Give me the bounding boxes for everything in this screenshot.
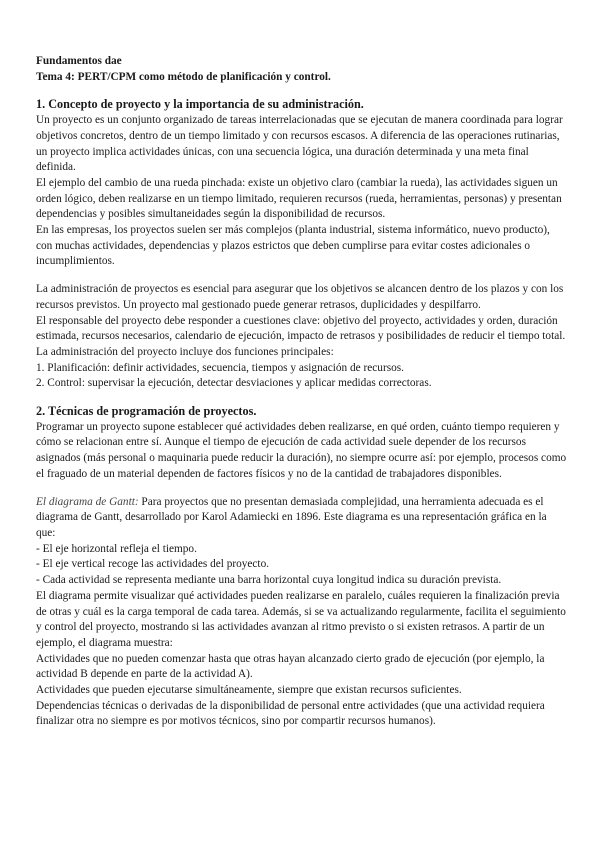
doc-title: Tema 4: PERT/CPM como método de planificación y control. [36,70,331,83]
section2-paragraph-4: Actividades que pueden ejecutarse simultáneamente, siempre que existan recursos suficientes. [36,684,462,697]
section1-paragraph-4: La administración de proyectos es esencial para asegurar que los objetivos se alcancen dentro de los plazos y con los recursos previstos. Un proyecto mal gestionado puede generar retrasos, duplicidades y despilfarro. [36,283,564,311]
spacer [36,85,568,97]
gantt-lead: El diagrama de Gantt: [36,495,139,508]
gantt-bullet-2: - El eje vertical recoge las actividades del proyecto. [36,558,270,571]
section1-list-item-1: 1. Planificación: definir actividades, secuencia, tiempos y asignación de recursos. [36,361,404,374]
section1-list-item-2: 2. Control: supervisar la ejecución, detectar desviaciones y aplicar medidas correctoras. [36,377,432,390]
section1-paragraph-2: El ejemplo del cambio de una rueda pinchada: existe un objetivo claro (cambiar la rueda), las actividades siguen un orden lógico, deben realizarse en un tiempo limitado, requieren recursos (rueda, herramientas, personas) y presentan dependencias y posibles simultaneidades según la disponibilidad de recursos. [36,176,562,221]
gantt-paragraph [36,495,568,542]
section2-paragraph-1: Programar un proyecto supone establecer qué actividades deben realizarse, en qué orden, cuánto tiempo requieren y cómo se relacionan entre sí. Aunque el tiempo de ejecución de cada actividad suele depender de los recursos asignados (más personal o maquinaria puede reducir la duración), no siempre ocurre así: por ejemplo, procesos como el fraguado de un material dependen de factores físicos y no de la cantidad de trabajadores disponibles. [36,420,567,480]
gantt-bullet-3: - Cada actividad se representa mediante una barra horizontal cuya longitud indica su duración prevista. [36,574,502,587]
spacer [36,270,568,282]
section2-paragraph-3: Actividades que no pueden comenzar hasta que otras hayan alcanzado cierto grado de ejecución (por ejemplo, la actividad B depende en parte de la actividad A). [36,652,545,681]
section2-paragraph-2: El diagrama permite visualizar qué actividades pueden realizarse en paralelo, cuáles requieren la finalización previa de otras y cuál es la carga temporal de cada tarea. Además, si se va actualizando regularmente, facilita el seguimiento y control del proyecto, mostrando si las actividades avanzan al ritmo previsto o si existen retrasos. A partir de un ejemplo, el diagrama muestra: [36,589,566,649]
gantt-bullet-1: - El eje horizontal refleja el tiempo. [36,542,197,555]
gantt-intro: Para proyectos que no presentan demasiada complejidad, una herramienta adecuada es el diagrama de Gantt, desarrollado por Karol Adamiecki en 1896. Este diagrama es una representación gráfica en la que: [36,495,547,539]
spacer [36,392,568,404]
section1-paragraph-1: Un proyecto es un conjunto organizado de tareas interrelacionadas que se ejecutan de manera coordinada para lograr objetivos concretos, dentro de un tiempo limitado y con recursos escasos. A diferencia de las operaciones rutinarias, un proyecto implica actividades únicas, con una secuencia lógica, una duración determinada y una meta final definida. [36,114,563,174]
section1-paragraph-3: En las empresas, los proyectos suelen ser más complejos (planta industrial, sistema informático, nuevo producto), con muchas actividades, dependencias y plazos estrictos que deben cumplirse para evitar costes adicionales o incumplimientos. [36,224,550,268]
section1-paragraph-5: El responsable del proyecto debe responder a cuestiones clave: objetivo del proyecto, actividades y orden, duración estimada, recursos necesarios, calendario de ejecución, impacto de retrasos y posibilidades de reducir el tiempo total. La administración del proyecto incluye dos funciones principales: [36,314,566,358]
spacer [36,483,568,495]
section2-heading: 2. Técnicas de programación de proyectos. [36,404,257,419]
section1-heading: 1. Concepto de proyecto y la importancia de su administración. [36,97,364,112]
doc-header-line1: Fundamentos dae [36,55,122,67]
section2-paragraph-5: Dependencias técnicas o derivadas de la disponibilidad de personal entre actividades (que una actividad requiera finalizar otra no siempre es por motivos técnicos, sino por compartir recursos humanos). [36,699,545,728]
document-page [36,54,568,730]
